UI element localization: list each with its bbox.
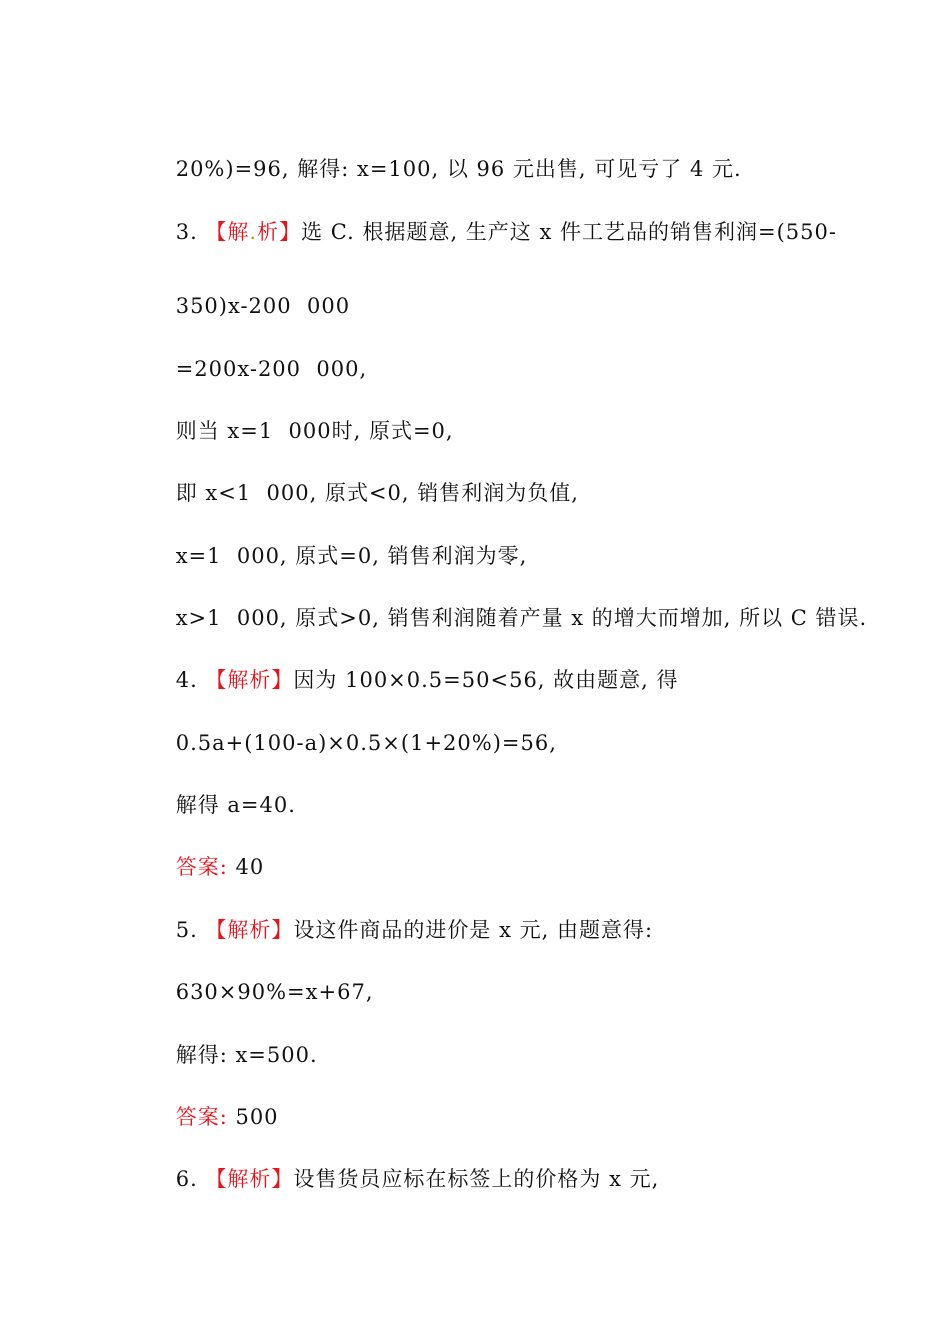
line-text: 因为 100×0.5=50<56, 故由题意, 得 — [293, 668, 679, 692]
tag-dot: . — [249, 220, 258, 244]
line-text: 则当 x=1 000时, 原式=0, — [175, 419, 454, 443]
line-text: 解得: x=500. — [175, 1043, 318, 1067]
analysis-tag: 【解析】 — [205, 1167, 294, 1191]
line-text: 630×90%=x+67, — [175, 980, 374, 1004]
item-number: 5. — [175, 918, 206, 942]
answer-value: 500 — [227, 1105, 279, 1129]
line-text: 设这件商品的进价是 x 元, 由题意得: — [293, 918, 654, 942]
analysis-tag: 【解.析】 — [205, 220, 302, 244]
answer-label: 答案: — [175, 1105, 228, 1129]
line-text: =200x-200 000, — [175, 357, 368, 381]
item-number: 3. — [175, 220, 206, 244]
line-text: 20%)=96, 解得: x=100, 以 96 元出售, 可见亏了 4 元. — [175, 157, 742, 181]
answer-value: 40 — [227, 855, 265, 879]
analysis-tag: 【解析】 — [205, 668, 294, 692]
line-text: 350)x-200 000 — [175, 294, 351, 318]
line-text: x>1 000, 原式>0, 销售利润随着产量 x 的增大而增加, 所以 C 错误. — [175, 606, 868, 630]
item-number: 6. — [175, 1167, 206, 1191]
line-text: 0.5a+(100-a)×0.5×(1+20%)=56, — [175, 731, 557, 755]
answer-label: 答案: — [175, 855, 228, 879]
line-text: 选 C. 根据题意, 生产这 x 件工艺品的销售利润=(550- — [301, 220, 837, 244]
solution-6-heading — [145, 1140, 659, 1218]
line-text: 即 x<1 000, 原式<0, 销售利润为负值, — [175, 481, 579, 505]
line-text: 设售货员应标在标签上的价格为 x 元, — [293, 1167, 660, 1191]
item-number: 4. — [175, 668, 206, 692]
line-text: 解得 a=40. — [175, 793, 296, 817]
line-text: x=1 000, 原式=0, 销售利润为零, — [175, 544, 528, 568]
solution-3-heading — [145, 193, 837, 271]
analysis-tag: 【解析】 — [205, 918, 294, 942]
